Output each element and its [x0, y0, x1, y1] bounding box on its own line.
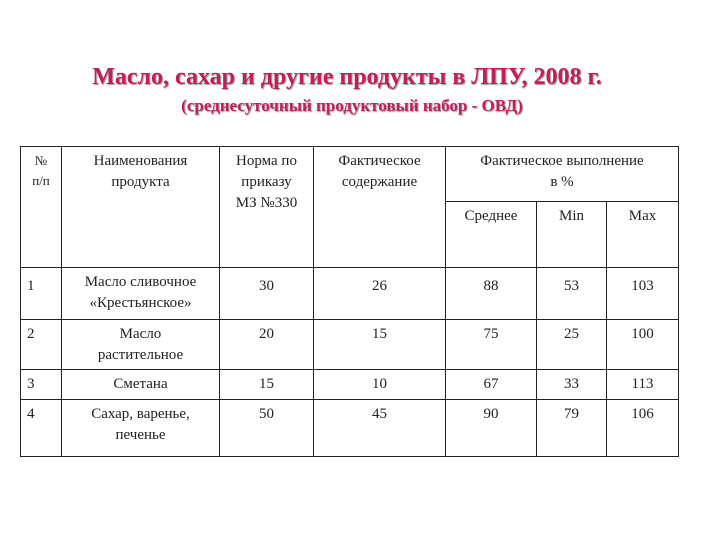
header-norm-line3: МЗ №330 [235, 195, 298, 211]
header-performance [446, 147, 679, 202]
table-row [21, 320, 679, 370]
row-product-name-line2: растительное [97, 347, 184, 363]
table-header-row [21, 147, 679, 202]
row-product-name [62, 268, 220, 320]
table-row [21, 370, 679, 400]
row-product-name-line2: «Крестьянское» [89, 295, 192, 311]
header-norm-line2: приказу [241, 174, 292, 190]
row-max: 106 [607, 400, 679, 457]
header-number-line2: п/п [32, 173, 50, 188]
products-table [20, 146, 679, 457]
row-norm: 15 [220, 370, 314, 400]
row-min: 79 [537, 400, 607, 457]
row-number: 1 [21, 268, 62, 320]
slide-subtitle: (среднесуточный продуктовый набор - ОВД) [181, 96, 523, 115]
header-min: Min [537, 202, 607, 268]
row-max: 113 [607, 370, 679, 400]
row-number: 2 [21, 320, 62, 370]
row-product-name-line1: Масло сливочное [84, 274, 197, 290]
row-product-name [62, 370, 220, 400]
row-actual: 15 [314, 320, 446, 370]
header-number-line1: № [34, 153, 48, 168]
header-actual-line1: Фактическое [338, 153, 421, 169]
header-max: Max [607, 202, 679, 268]
row-average: 75 [446, 320, 537, 370]
row-min: 25 [537, 320, 607, 370]
row-max: 103 [607, 268, 679, 320]
row-average: 88 [446, 268, 537, 320]
header-average: Среднее [446, 202, 537, 268]
table-row [21, 268, 679, 320]
table-row [21, 400, 679, 457]
row-number: 4 [21, 400, 62, 457]
header-norm [220, 147, 314, 268]
header-performance-line2: в % [550, 174, 574, 190]
header-product-name [62, 147, 220, 268]
header-product-name-line2: продукта [111, 174, 170, 190]
row-actual: 26 [314, 268, 446, 320]
row-norm: 50 [220, 400, 314, 457]
header-actual [314, 147, 446, 268]
row-number: 3 [21, 370, 62, 400]
row-max: 100 [607, 320, 679, 370]
row-actual: 45 [314, 400, 446, 457]
header-number [21, 147, 62, 268]
header-performance-line1: Фактическое выполнение [480, 153, 644, 169]
header-product-name-line1: Наименования [93, 153, 188, 169]
row-average: 67 [446, 370, 537, 400]
row-min: 33 [537, 370, 607, 400]
row-norm: 30 [220, 268, 314, 320]
row-actual: 10 [314, 370, 446, 400]
row-norm: 20 [220, 320, 314, 370]
row-product-name-line2: печенье [115, 427, 166, 443]
header-norm-line1: Норма по [236, 153, 297, 169]
row-min: 53 [537, 268, 607, 320]
header-actual-line2: содержание [341, 174, 418, 190]
row-product-name-line1: Сахар, варенье, [91, 406, 190, 422]
slide-title: Масло, сахар и другие продукты в ЛПУ, 2008 г. [92, 64, 602, 90]
row-product-name [62, 320, 220, 370]
row-product-name [62, 400, 220, 457]
row-average: 90 [446, 400, 537, 457]
row-product-name-line1: Сметана [113, 376, 168, 392]
row-product-name-line1: Масло [119, 326, 162, 342]
